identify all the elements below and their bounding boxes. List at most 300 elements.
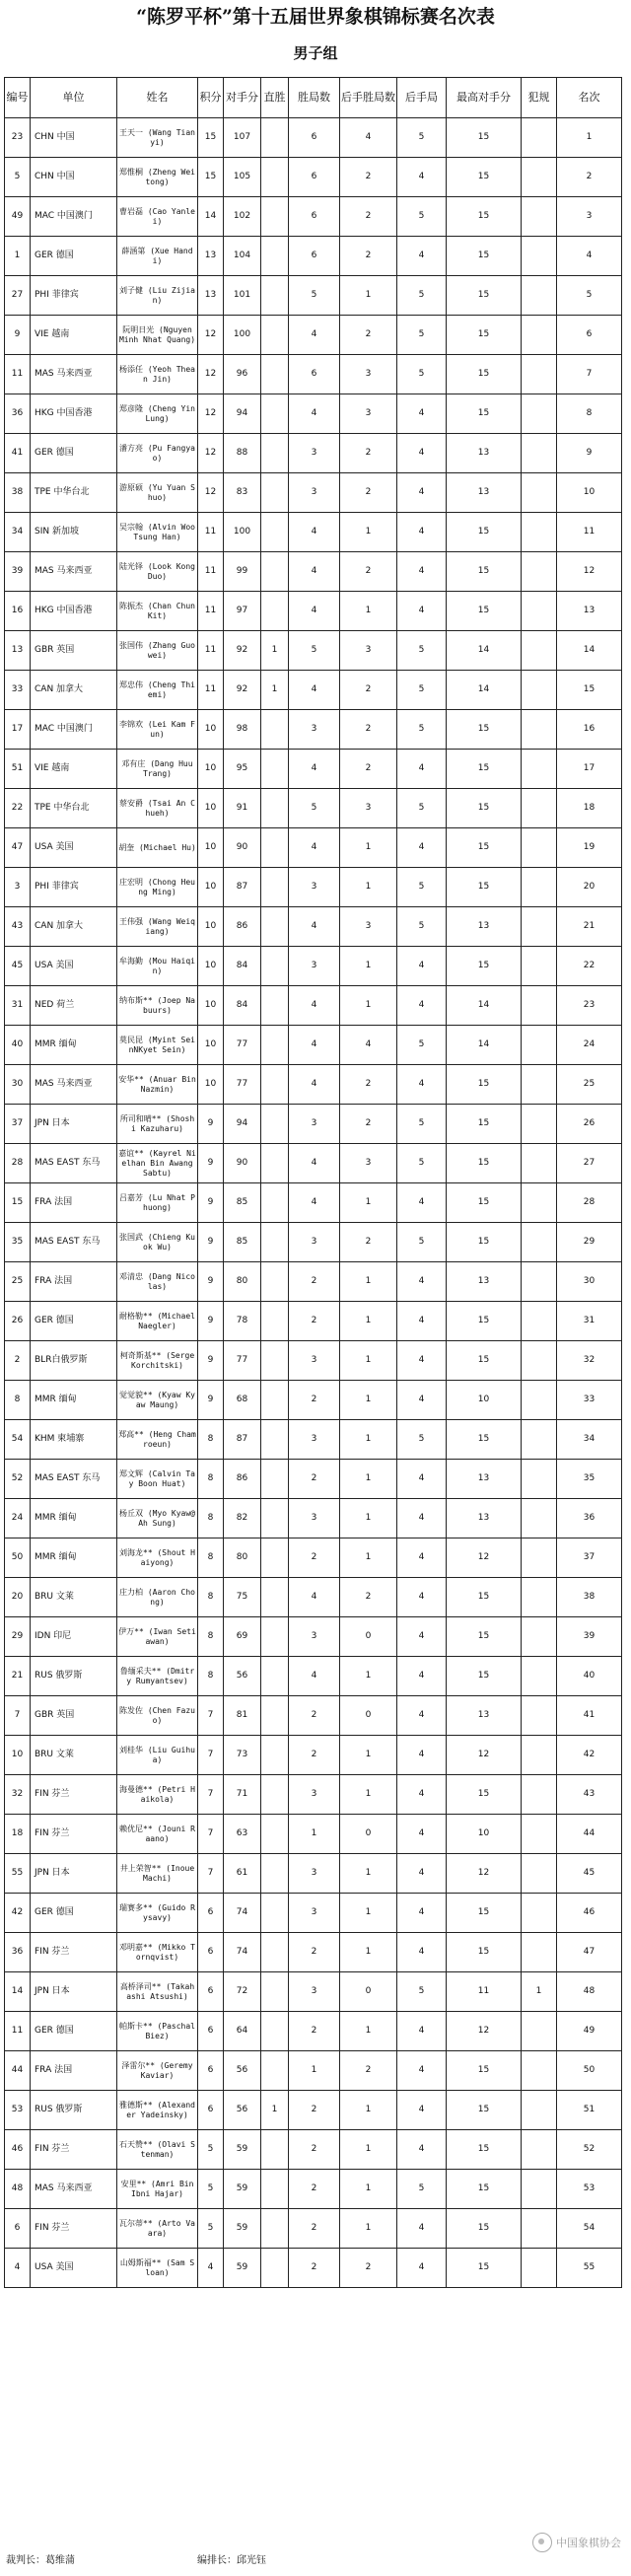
table-row xyxy=(5,1381,622,1420)
player-number: 20 xyxy=(5,1578,31,1617)
opponent-score: 69 xyxy=(224,1617,261,1657)
direct-win xyxy=(261,1538,289,1578)
table-row xyxy=(5,316,622,355)
fouls xyxy=(522,1302,557,1341)
score: 12 xyxy=(198,316,224,355)
player-number: 11 xyxy=(5,2012,31,2051)
player-name xyxy=(117,158,198,197)
player-name-text: 纳布斯** (Joep Nabuurs) xyxy=(119,995,195,1015)
player-name xyxy=(117,1262,198,1302)
fouls xyxy=(522,710,557,750)
highest-opponent-score: 15 xyxy=(447,394,522,434)
page-title: “陈罗平杯”第十五届世界象棋锦标赛名次表 xyxy=(136,6,495,28)
rank: 34 xyxy=(557,1420,622,1460)
fouls xyxy=(522,316,557,355)
column-header: 后手局 xyxy=(397,78,447,118)
player-name xyxy=(117,1026,198,1065)
second-move-games: 5 xyxy=(397,118,447,158)
score: 10 xyxy=(198,710,224,750)
fouls xyxy=(522,197,557,237)
fouls xyxy=(522,1696,557,1736)
direct-win xyxy=(261,1065,289,1105)
rank: 24 xyxy=(557,1026,622,1065)
fouls xyxy=(522,789,557,828)
score: 5 xyxy=(198,2209,224,2249)
column-header: 对手分 xyxy=(224,78,261,118)
second-move-wins: 2 xyxy=(340,750,397,789)
opponent-score: 86 xyxy=(224,907,261,947)
opponent-score: 85 xyxy=(224,1183,261,1223)
second-move-games: 4 xyxy=(397,1933,447,1972)
second-move-games: 5 xyxy=(397,1105,447,1144)
table-row xyxy=(5,2012,622,2051)
column-header: 胜局数 xyxy=(289,78,340,118)
player-name-text: 泽雷尔** (Geremy Kaviar) xyxy=(121,2060,193,2080)
fouls xyxy=(522,1144,557,1183)
player-unit: FRA 法国 xyxy=(31,1183,117,1223)
player-name xyxy=(117,2249,198,2288)
player-unit: BRU 文莱 xyxy=(31,1736,117,1775)
table-row xyxy=(5,434,622,473)
player-number: 6 xyxy=(5,2209,31,2249)
direct-win xyxy=(261,355,289,394)
highest-opponent-score: 15 xyxy=(447,513,522,552)
wins: 3 xyxy=(289,710,340,750)
opponent-score: 59 xyxy=(224,2130,261,2170)
table-row xyxy=(5,1460,622,1499)
wins: 4 xyxy=(289,316,340,355)
player-unit: SIN 新加坡 xyxy=(31,513,117,552)
player-unit: JPN 日本 xyxy=(31,1105,117,1144)
score: 5 xyxy=(198,2170,224,2209)
rank: 27 xyxy=(557,1144,622,1183)
second-move-games: 4 xyxy=(397,473,447,513)
table-row xyxy=(5,1499,622,1538)
second-move-games: 5 xyxy=(397,789,447,828)
second-move-wins: 1 xyxy=(340,1460,397,1499)
second-move-games: 4 xyxy=(397,986,447,1026)
player-number: 4 xyxy=(5,2249,31,2288)
score: 10 xyxy=(198,1026,224,1065)
player-name xyxy=(117,1894,198,1933)
player-name xyxy=(117,1775,198,1815)
highest-opponent-score: 13 xyxy=(447,1696,522,1736)
opponent-score: 80 xyxy=(224,1262,261,1302)
player-unit: RUS 俄罗斯 xyxy=(31,2091,117,2130)
player-name-text: 安华** (Anuar Bin Nazmin) xyxy=(118,1074,196,1094)
player-unit: BRU 文莱 xyxy=(31,1578,117,1617)
score: 10 xyxy=(198,1065,224,1105)
second-move-games: 4 xyxy=(397,1815,447,1854)
direct-win xyxy=(261,197,289,237)
player-unit: GER 德国 xyxy=(31,434,117,473)
player-number: 27 xyxy=(5,276,31,316)
direct-win xyxy=(261,2170,289,2209)
table-row xyxy=(5,2130,622,2170)
opponent-score: 100 xyxy=(224,316,261,355)
wins: 2 xyxy=(289,2249,340,2288)
score: 7 xyxy=(198,1775,224,1815)
table-row xyxy=(5,1420,622,1460)
player-number: 38 xyxy=(5,473,31,513)
rank: 39 xyxy=(557,1617,622,1657)
player-number: 37 xyxy=(5,1105,31,1144)
second-move-games: 4 xyxy=(397,158,447,197)
second-move-games: 4 xyxy=(397,1775,447,1815)
second-move-games: 5 xyxy=(397,710,447,750)
direct-win xyxy=(261,1815,289,1854)
second-move-games: 4 xyxy=(397,828,447,868)
fouls xyxy=(522,1894,557,1933)
second-move-wins: 1 xyxy=(340,2130,397,2170)
player-name xyxy=(117,1065,198,1105)
opponent-score: 82 xyxy=(224,1499,261,1538)
second-move-wins: 2 xyxy=(340,552,397,592)
player-name-text: 嘉谊** (Kayrel Nielhan Bin Awang Sabtu) xyxy=(118,1148,196,1178)
table-row xyxy=(5,1894,622,1933)
player-unit: FIN 芬兰 xyxy=(31,1815,117,1854)
player-unit: GBR 英国 xyxy=(31,1696,117,1736)
highest-opponent-score: 13 xyxy=(447,473,522,513)
player-number: 40 xyxy=(5,1026,31,1065)
player-number: 25 xyxy=(5,1262,31,1302)
second-move-wins: 0 xyxy=(340,1696,397,1736)
player-number: 17 xyxy=(5,710,31,750)
opponent-score: 63 xyxy=(224,1815,261,1854)
second-move-wins: 3 xyxy=(340,789,397,828)
table-row xyxy=(5,237,622,276)
fouls xyxy=(522,1381,557,1420)
table-row xyxy=(5,473,622,513)
player-name xyxy=(117,2209,198,2249)
highest-opponent-score: 15 xyxy=(447,1578,522,1617)
player-number: 55 xyxy=(5,1854,31,1894)
player-name-text: 郑惟桐 (Zheng Weitong) xyxy=(119,167,195,186)
fouls xyxy=(522,1183,557,1223)
second-move-wins: 1 xyxy=(340,2170,397,2209)
second-move-games: 5 xyxy=(397,276,447,316)
highest-opponent-score: 14 xyxy=(447,986,522,1026)
player-name-text: 安里** (Amri Bin Ibni Hajar) xyxy=(120,2179,194,2198)
second-move-wins: 2 xyxy=(340,710,397,750)
wins: 3 xyxy=(289,1854,340,1894)
rank: 20 xyxy=(557,868,622,907)
score: 9 xyxy=(198,1144,224,1183)
player-name xyxy=(117,1420,198,1460)
score: 12 xyxy=(198,394,224,434)
opponent-score: 99 xyxy=(224,552,261,592)
wins: 3 xyxy=(289,1775,340,1815)
highest-opponent-score: 15 xyxy=(447,750,522,789)
player-name xyxy=(117,592,198,631)
highest-opponent-score: 14 xyxy=(447,671,522,710)
table-row xyxy=(5,513,622,552)
wins: 4 xyxy=(289,1183,340,1223)
second-move-wins: 1 xyxy=(340,868,397,907)
player-unit: KHM 柬埔寨 xyxy=(31,1420,117,1460)
rank: 13 xyxy=(557,592,622,631)
player-name xyxy=(117,1223,198,1262)
score: 4 xyxy=(198,2249,224,2288)
opponent-score: 59 xyxy=(224,2209,261,2249)
highest-opponent-score: 11 xyxy=(447,1972,522,2012)
player-name xyxy=(117,355,198,394)
table-body xyxy=(5,118,622,2288)
table-row xyxy=(5,592,622,631)
opponent-score: 61 xyxy=(224,1854,261,1894)
wins: 3 xyxy=(289,1341,340,1381)
player-name xyxy=(117,1617,198,1657)
wins: 3 xyxy=(289,947,340,986)
rank: 33 xyxy=(557,1381,622,1420)
second-move-wins: 1 xyxy=(340,1381,397,1420)
player-number: 52 xyxy=(5,1460,31,1499)
opponent-score: 77 xyxy=(224,1341,261,1381)
second-move-wins: 3 xyxy=(340,631,397,671)
second-move-games: 4 xyxy=(397,1183,447,1223)
second-move-games: 4 xyxy=(397,237,447,276)
player-name-text: 雅德斯** (Alexander Yadeinsky) xyxy=(119,2100,195,2119)
second-move-wins: 2 xyxy=(340,237,397,276)
second-move-games: 4 xyxy=(397,1381,447,1420)
highest-opponent-score: 15 xyxy=(447,1065,522,1105)
opponent-score: 80 xyxy=(224,1538,261,1578)
highest-opponent-score: 15 xyxy=(447,316,522,355)
wins: 3 xyxy=(289,1223,340,1262)
score: 6 xyxy=(198,1933,224,1972)
player-name-text: 觉觉貌** (Kyaw Kyaw Maung) xyxy=(119,1390,195,1409)
direct-win xyxy=(261,1183,289,1223)
table-row xyxy=(5,1262,622,1302)
player-number: 1 xyxy=(5,237,31,276)
second-move-games: 4 xyxy=(397,2249,447,2288)
player-unit: HKG 中国香港 xyxy=(31,592,117,631)
highest-opponent-score: 15 xyxy=(447,197,522,237)
rank: 7 xyxy=(557,355,622,394)
player-name xyxy=(117,828,198,868)
opponent-score: 105 xyxy=(224,158,261,197)
table-row xyxy=(5,1578,622,1617)
ranking-table xyxy=(4,77,622,2288)
rank: 40 xyxy=(557,1657,622,1696)
fouls xyxy=(522,986,557,1026)
wins: 2 xyxy=(289,1302,340,1341)
player-number: 11 xyxy=(5,355,31,394)
player-name xyxy=(117,907,198,947)
table-row xyxy=(5,1302,622,1341)
wins: 2 xyxy=(289,2170,340,2209)
score: 7 xyxy=(198,1815,224,1854)
highest-opponent-score: 15 xyxy=(447,789,522,828)
player-name-text: 郑忠伟 (Cheng Thiemi) xyxy=(119,680,195,699)
second-move-wins: 1 xyxy=(340,1538,397,1578)
opponent-score: 107 xyxy=(224,118,261,158)
opponent-score: 100 xyxy=(224,513,261,552)
player-name xyxy=(117,1933,198,1972)
player-name-text: 井上荣智** (Inoue Machi) xyxy=(119,1863,195,1883)
highest-opponent-score: 15 xyxy=(447,1775,522,1815)
highest-opponent-score: 15 xyxy=(447,1341,522,1381)
fouls xyxy=(522,2051,557,2091)
wins: 6 xyxy=(289,158,340,197)
table-row xyxy=(5,789,622,828)
opponent-score: 83 xyxy=(224,473,261,513)
direct-win xyxy=(261,434,289,473)
player-name-text: 庄力柏 (Aaron Chong) xyxy=(119,1587,195,1607)
second-move-games: 4 xyxy=(397,2012,447,2051)
score: 9 xyxy=(198,1341,224,1381)
fouls xyxy=(522,2012,557,2051)
player-unit: MAS EAST 东马 xyxy=(31,1460,117,1499)
second-move-wins: 1 xyxy=(340,1736,397,1775)
score: 9 xyxy=(198,1105,224,1144)
opponent-score: 59 xyxy=(224,2170,261,2209)
highest-opponent-score: 15 xyxy=(447,276,522,316)
player-number: 49 xyxy=(5,197,31,237)
score: 8 xyxy=(198,1617,224,1657)
table-row xyxy=(5,2209,622,2249)
player-number: 22 xyxy=(5,789,31,828)
rank: 2 xyxy=(557,158,622,197)
second-move-wins: 2 xyxy=(340,434,397,473)
score: 11 xyxy=(198,671,224,710)
player-number: 15 xyxy=(5,1183,31,1223)
second-move-wins: 1 xyxy=(340,1302,397,1341)
wins: 5 xyxy=(289,631,340,671)
table-row xyxy=(5,986,622,1026)
second-move-wins: 2 xyxy=(340,473,397,513)
player-number: 42 xyxy=(5,1894,31,1933)
table-row xyxy=(5,1815,622,1854)
player-name xyxy=(117,1183,198,1223)
second-move-games: 4 xyxy=(397,552,447,592)
opponent-score: 81 xyxy=(224,1696,261,1736)
opponent-score: 74 xyxy=(224,1894,261,1933)
score: 7 xyxy=(198,1854,224,1894)
player-name xyxy=(117,1854,198,1894)
player-name-text: 陈振杰 (Chan Chun Kit) xyxy=(119,601,195,620)
table-row xyxy=(5,1933,622,1972)
column-header: 积分 xyxy=(198,78,224,118)
watermark-text: 中国象棋协会 xyxy=(556,2537,621,2549)
second-move-games: 4 xyxy=(397,1578,447,1617)
player-name xyxy=(117,1144,198,1183)
fouls xyxy=(522,1578,557,1617)
player-unit: BLR白俄罗斯 xyxy=(31,1341,117,1381)
player-name-text: 耐格勒** (Michael Naegler) xyxy=(119,1311,195,1330)
player-unit: VIE 越南 xyxy=(31,750,117,789)
opponent-score: 88 xyxy=(224,434,261,473)
player-unit: GBR 英国 xyxy=(31,631,117,671)
rank: 21 xyxy=(557,907,622,947)
second-move-games: 4 xyxy=(397,2091,447,2130)
direct-win xyxy=(261,552,289,592)
second-move-games: 4 xyxy=(397,750,447,789)
player-name-text: 刘海龙** (Shout Haiyong) xyxy=(119,1547,195,1567)
player-name xyxy=(117,1105,198,1144)
direct-win xyxy=(261,394,289,434)
column-header: 单位 xyxy=(31,78,117,118)
wins: 6 xyxy=(289,197,340,237)
rank: 6 xyxy=(557,316,622,355)
opponent-score: 78 xyxy=(224,1302,261,1341)
player-name-text: 刘子健 (Liu Zijian) xyxy=(119,285,195,305)
second-move-wins: 3 xyxy=(340,394,397,434)
second-move-games: 4 xyxy=(397,2051,447,2091)
rank: 31 xyxy=(557,1302,622,1341)
rank: 4 xyxy=(557,237,622,276)
column-header: 姓名 xyxy=(117,78,198,118)
player-name-text: 王伟强 (Wang Weiqiang) xyxy=(119,916,195,936)
player-name xyxy=(117,2051,198,2091)
opponent-score: 95 xyxy=(224,750,261,789)
highest-opponent-score: 15 xyxy=(447,947,522,986)
player-number: 47 xyxy=(5,828,31,868)
player-name-text: 帕斯卡** (Paschal Biez) xyxy=(119,2021,195,2040)
player-number: 8 xyxy=(5,1381,31,1420)
second-move-wins: 1 xyxy=(340,1341,397,1381)
rank: 11 xyxy=(557,513,622,552)
table-row xyxy=(5,1696,622,1736)
player-unit: MAS 马来西亚 xyxy=(31,2170,117,2209)
player-name-text: 所司和晴** (Shoshi Kazuharu) xyxy=(119,1113,195,1133)
player-unit: PHI 菲律宾 xyxy=(31,868,117,907)
highest-opponent-score: 15 xyxy=(447,1894,522,1933)
highest-opponent-score: 13 xyxy=(447,1460,522,1499)
wins: 6 xyxy=(289,118,340,158)
direct-win xyxy=(261,750,289,789)
second-move-wins: 1 xyxy=(340,947,397,986)
player-name xyxy=(117,2130,198,2170)
second-move-games: 4 xyxy=(397,434,447,473)
player-unit: PHI 菲律宾 xyxy=(31,276,117,316)
table-row xyxy=(5,2249,622,2288)
column-header: 直胜 xyxy=(261,78,289,118)
player-name-text: 张国伟 (Zhang Guowei) xyxy=(119,640,195,660)
highest-opponent-score: 15 xyxy=(447,1420,522,1460)
player-name xyxy=(117,631,198,671)
rank: 51 xyxy=(557,2091,622,2130)
wins: 3 xyxy=(289,1894,340,1933)
player-unit: GER 德国 xyxy=(31,237,117,276)
rank: 16 xyxy=(557,710,622,750)
second-move-wins: 2 xyxy=(340,1105,397,1144)
player-number: 18 xyxy=(5,1815,31,1854)
rank: 3 xyxy=(557,197,622,237)
table-row xyxy=(5,2170,622,2209)
second-move-games: 5 xyxy=(397,197,447,237)
fouls xyxy=(522,434,557,473)
player-unit: HKG 中国香港 xyxy=(31,394,117,434)
direct-win xyxy=(261,907,289,947)
table-row xyxy=(5,1538,622,1578)
highest-opponent-score: 15 xyxy=(447,710,522,750)
table-row xyxy=(5,158,622,197)
rank: 36 xyxy=(557,1499,622,1538)
second-move-wins: 0 xyxy=(340,1972,397,2012)
fouls xyxy=(522,355,557,394)
table-row xyxy=(5,1657,622,1696)
direct-win xyxy=(261,828,289,868)
fouls xyxy=(522,237,557,276)
opponent-score: 64 xyxy=(224,2012,261,2051)
highest-opponent-score: 14 xyxy=(447,1026,522,1065)
player-name xyxy=(117,1302,198,1341)
second-move-games: 4 xyxy=(397,1538,447,1578)
player-name-text: 伊万** (Iwan Setiawan) xyxy=(118,1626,196,1646)
direct-win xyxy=(261,1341,289,1381)
player-number: 53 xyxy=(5,2091,31,2130)
